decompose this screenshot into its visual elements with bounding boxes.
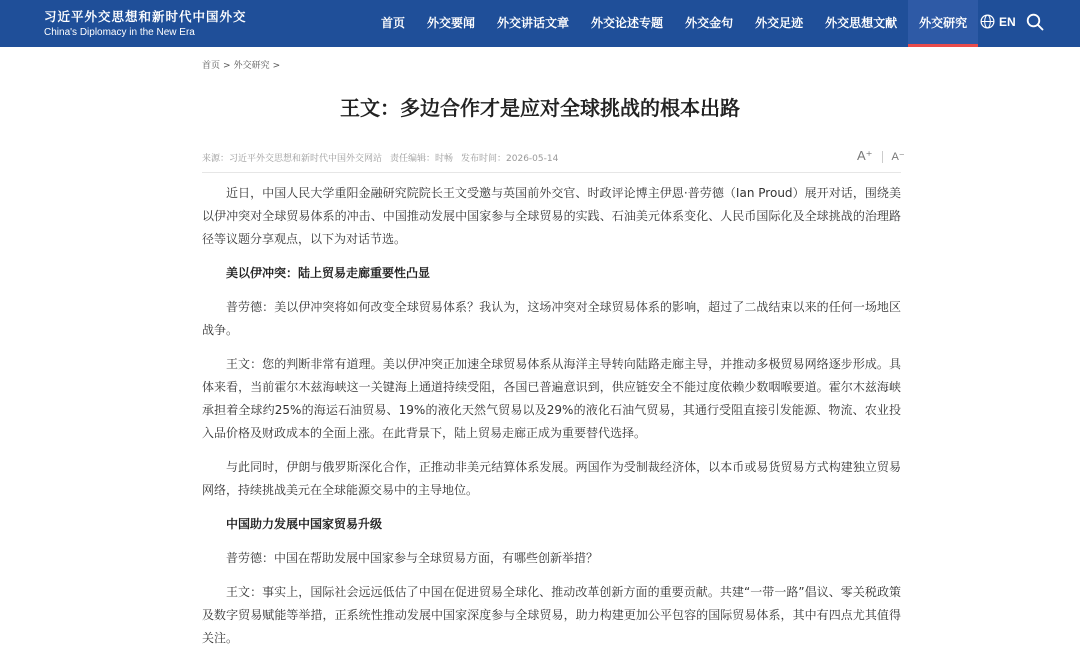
article-source: 来源：习近平外交思想和新时代中国外交网站 [202,154,383,164]
section-heading: 中国助力发展中国家贸易升级 [226,517,383,531]
font-smaller-button[interactable]: A⁻ [891,151,905,163]
article-title: 王文：多边合作才是应对全球挑战的根本出路 [340,96,740,120]
breadcrumb-section[interactable]: 外交研究 [233,61,270,71]
paragraph: 普劳德：中国在帮助发展中国家参与全球贸易方面，有哪些创新举措？ [226,551,599,565]
breadcrumb-separator: > [223,61,231,71]
font-size-controls [857,148,905,164]
paragraph-intro: 近日，中国人民大学重阳金融研究院院长王文受邀与英国前外交官、时政评论博主伊恩·普劳德（Ian Proud）展开对话，围绕美以伊冲突对全球贸易体系的冲击、中国推动发展中国家参与全球贸易的实践、石油美元体系变化、人民币国际化及全球挑战的治理路径等议题分享观点，以下为对话节选。 [202,186,901,246]
section-heading: 美以伊冲突：陆上贸易走廊重要性凸显 [226,266,431,280]
logo-chinese-text: 习近平外交思想和新时代中国外交 [44,9,247,24]
nav-research[interactable]: 外交研究 [908,0,978,47]
meta-divider [202,172,901,173]
top-navigation-bar [0,0,1080,47]
site-logo[interactable] [44,9,247,39]
article-editor: 责任编辑：时畅 [390,154,454,164]
paragraph: 王文：您的判断非常有道理。美以伊冲突正加速全球贸易体系从海洋主导转向陆路走廊主导，并推动多极贸易网络逐步形成。具体来看，当前霍尔木兹海峡这一关键海上通道持续受阻，各国已普遍意识到，供应链安全不能过度依赖少数咽喉要道。霍尔木兹海峡承担着全球约25%的海运石油贸易、19%的液化天然气贸易以及29%的液化石油气贸易，其通行受阻直接引发能源、物流、农业投入品价格及财政成本的全面上涨。在此背景下，陆上贸易走廊正成为重要替代选择。 [202,357,901,440]
nav-footprints[interactable]: 外交足迹 [755,16,804,30]
nav-speeches-articles[interactable]: 外交讲话文章 [497,16,570,30]
nav-quotes[interactable]: 外交金句 [685,16,734,30]
nav-diplomatic-news[interactable]: 外交要闻 [427,16,476,30]
nav-home[interactable]: 首页 [381,16,406,30]
paragraph: 与此同时，伊朗与俄罗斯深化合作，正推动非美元结算体系发展。两国作为受制裁经济体，以本币或易货贸易方式构建独立贸易网络，持续挑战美元在全球能源交易中的主导地位。 [202,460,901,497]
paragraph: 王文：事实上，国际社会远远低估了中国在促进贸易全球化、推动改革创新方面的重要贡献。共建“一带一路”倡议、零关税政策及数字贸易赋能等举措，正系统性推动发展中国家深度参与全球贸易，助力构建更加公平包容的国际贸易体系，其中有四点尤其值得关注。 [202,585,901,645]
nav-topics[interactable]: 外交论述专题 [591,16,664,30]
main-nav [370,0,978,47]
logo-english-text: China's Diplomacy in the New Era [44,27,195,38]
breadcrumb [202,58,283,71]
search-button[interactable] [1026,13,1044,35]
globe-icon [980,14,995,29]
article-body [202,182,901,650]
font-larger-button[interactable]: A⁺ [857,148,873,163]
breadcrumb-separator: > [272,61,281,71]
search-icon [1026,13,1044,31]
nav-documents[interactable]: 外交思想文献 [825,16,898,30]
breadcrumb-home[interactable]: 首页 [202,61,221,71]
paragraph: 普劳德：美以伊冲突将如何改变全球贸易体系？我认为，这场冲突对全球贸易体系的影响，超过了二战结束以来的任何一场地区战争。 [202,300,901,337]
article-meta [202,151,566,164]
divider [882,151,883,163]
language-label: EN [999,14,1016,29]
article-date: 发布时间：2026-05-14 [461,154,559,164]
language-switch[interactable] [980,14,1016,29]
